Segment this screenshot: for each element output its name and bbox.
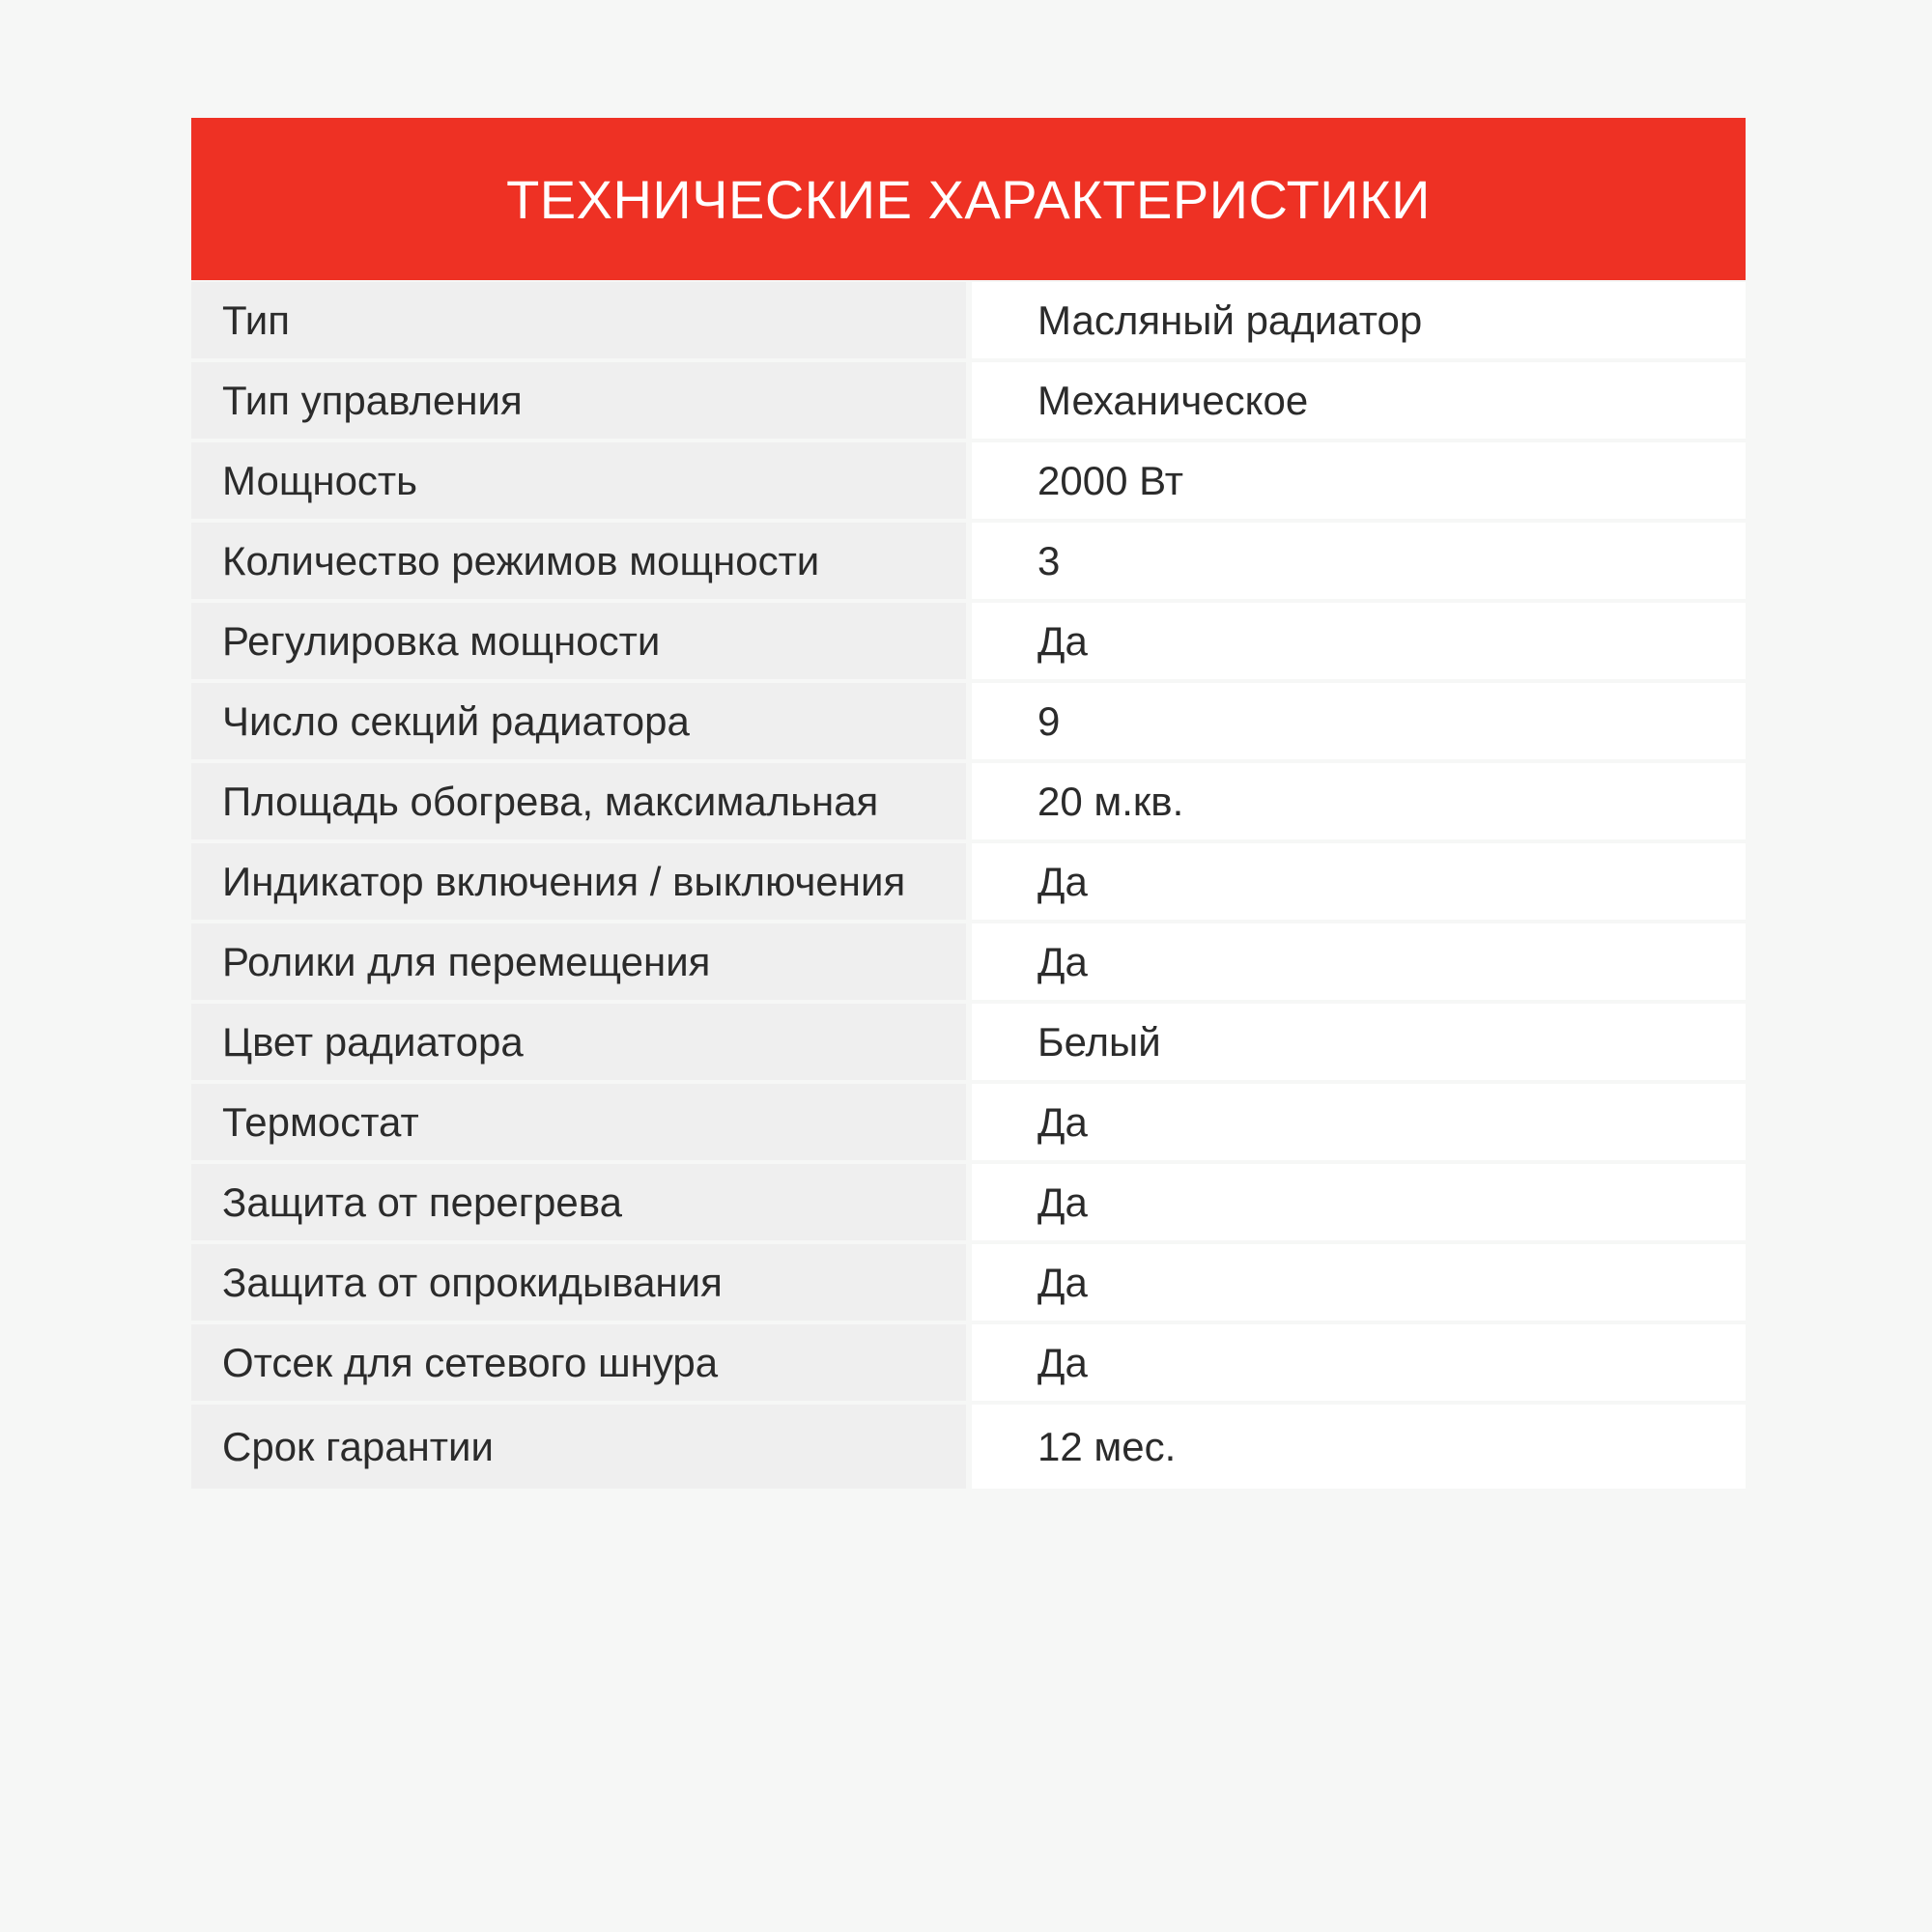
spec-row-type: [191, 282, 1746, 362]
spec-value: 20 м.кв.: [972, 763, 1746, 843]
spec-row-overheat-protection: [191, 1164, 1746, 1244]
spec-value: Да: [972, 923, 1746, 1004]
spec-label: Тип управления: [191, 362, 966, 442]
spec-label: Защита от перегрева: [191, 1164, 966, 1244]
spec-value: Да: [972, 843, 1746, 923]
spec-row-warranty: [191, 1405, 1746, 1485]
specs-table: [191, 118, 1746, 1485]
spec-label: Количество режимов мощности: [191, 523, 966, 603]
spec-row-color: [191, 1004, 1746, 1084]
spec-value: Белый: [972, 1004, 1746, 1084]
spec-label: Термостат: [191, 1084, 966, 1164]
spec-label: Защита от опрокидывания: [191, 1244, 966, 1324]
spec-label: Число секций радиатора: [191, 683, 966, 763]
spec-label: Тип: [191, 282, 966, 362]
spec-row-power-modes: [191, 523, 1746, 603]
spec-value: 12 мес.: [972, 1405, 1746, 1489]
spec-value: Да: [972, 1324, 1746, 1405]
specs-title: ТЕХНИЧЕСКИЕ ХАРАКТЕРИСТИКИ: [191, 118, 1746, 280]
spec-value: Да: [972, 603, 1746, 683]
spec-label: Площадь обогрева, максимальная: [191, 763, 966, 843]
spec-row-tip-over-protection: [191, 1244, 1746, 1324]
spec-row-wheels: [191, 923, 1746, 1004]
spec-value: Механическое: [972, 362, 1746, 442]
specs-body: [191, 282, 1746, 1485]
spec-value: Да: [972, 1084, 1746, 1164]
spec-row-power: [191, 442, 1746, 523]
spec-row-thermostat: [191, 1084, 1746, 1164]
spec-label: Ролики для перемещения: [191, 923, 966, 1004]
spec-value: 9: [972, 683, 1746, 763]
spec-label: Индикатор включения / выключения: [191, 843, 966, 923]
spec-row-control-type: [191, 362, 1746, 442]
spec-row-heating-area: [191, 763, 1746, 843]
spec-label: Регулировка мощности: [191, 603, 966, 683]
spec-row-cord-storage: [191, 1324, 1746, 1405]
spec-label: Цвет радиатора: [191, 1004, 966, 1084]
spec-label: Мощность: [191, 442, 966, 523]
spec-value: Масляный радиатор: [972, 282, 1746, 362]
spec-value: 3: [972, 523, 1746, 603]
spec-value: Да: [972, 1244, 1746, 1324]
spec-row-sections: [191, 683, 1746, 763]
spec-row-power-adjust: [191, 603, 1746, 683]
spec-value: Да: [972, 1164, 1746, 1244]
spec-value: 2000 Вт: [972, 442, 1746, 523]
spec-row-indicator: [191, 843, 1746, 923]
spec-label: Срок гарантии: [191, 1405, 966, 1489]
spec-label: Отсек для сетевого шнура: [191, 1324, 966, 1405]
